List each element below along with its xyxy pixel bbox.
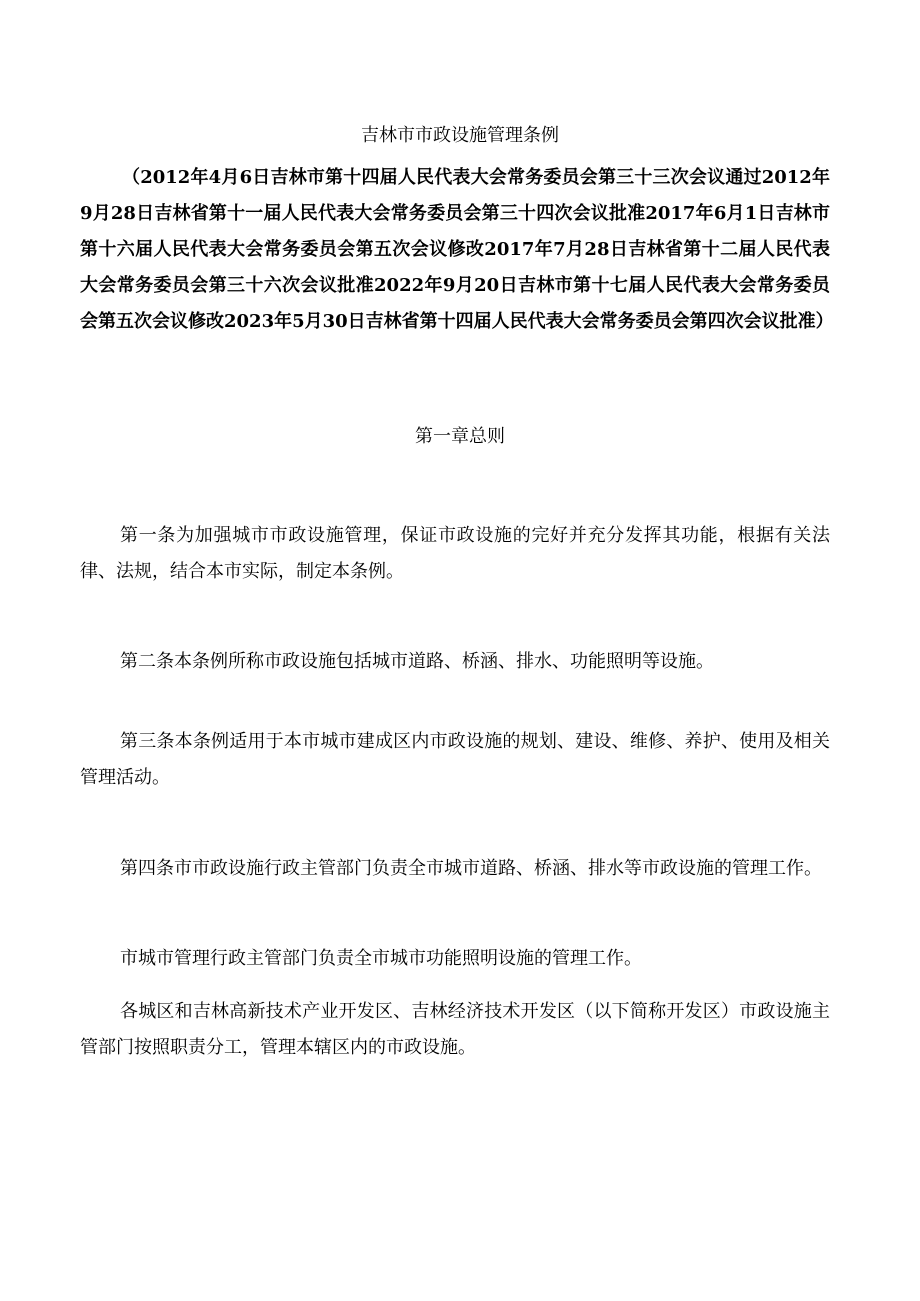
article-4-paragraph: 第四条市市政设施行政主管部门负责全市城市道路、桥涵、排水等市政设施的管理工作。 bbox=[120, 858, 822, 879]
document-title: 吉林市市政设施管理条例 bbox=[361, 125, 559, 146]
chapter-title: 第一章总则 bbox=[415, 426, 505, 447]
article-4-paragraph-3: 各城区和吉林高新技术产业开发区、吉林经济技术开发区（以下简称开发区）市政设施主管部门按照职责分工，管理本辖区内的市政设施。 bbox=[80, 1001, 830, 1058]
article-4-paragraph-2: 市城市管理行政主管部门负责全市城市功能照明设施的管理工作。 bbox=[120, 948, 642, 969]
legislative-history: （2012年4月6日吉林市第十四届人民代表大会常务委员会第三十三次会议通过2012年9月28日吉林省第十一届人民代表大会常务委员会第三十四次会议批准2017年6月1日吉林市第十六届人民代表大会常务委员会第五次会议修改2017年7月28日吉林省第十二届人民代表大会常务委员会第三十六次会议批准2022年9月20日吉林市第十七届人民代表大会常务委员会第五次会议修改2023年5月30日吉林省第十四届人民代表大会常务委员会第四次会议批准） bbox=[80, 167, 834, 332]
article-1-paragraph: 第一条为加强城市市政设施管理，保证市政设施的完好并充分发挥其功能，根据有关法律、法规，结合本市实际，制定本条例。 bbox=[80, 525, 830, 582]
article-3-paragraph: 第三条本条例适用于本市城市建成区内市政设施的规划、建设、维修、养护、使用及相关管理活动。 bbox=[80, 731, 830, 788]
article-2-paragraph: 第二条本条例所称市政设施包括城市道路、桥涵、排水、功能照明等设施。 bbox=[120, 651, 714, 672]
